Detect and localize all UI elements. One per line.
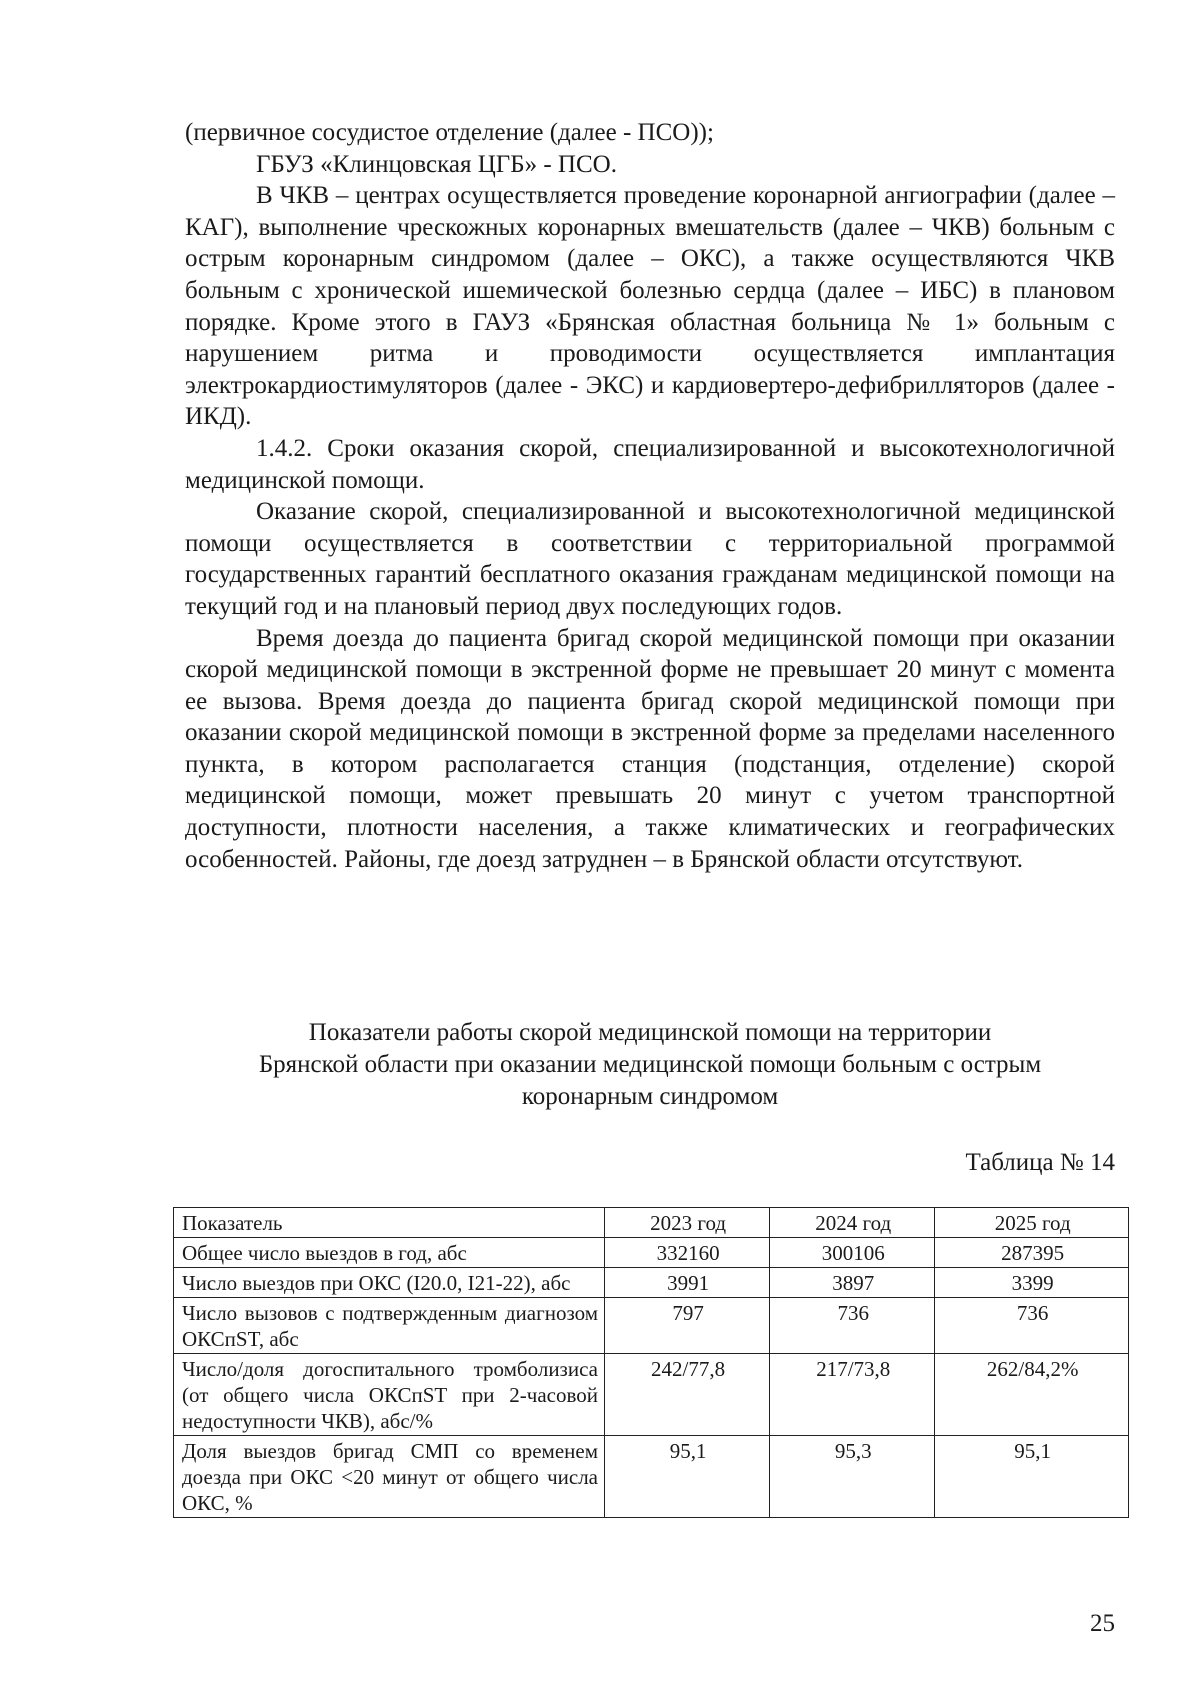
paragraph: В ЧКВ – центрах осуществляется проведение коронарной ангиографии (далее – КАГ), выполнение чрескожных коронарных вмешательств (далее – ЧКВ) больным с острым коронарным синдромом (далее – ОКС), а также осуществляются ЧКВ больным с хронической ишемической болезнью сердца (далее – ИБС) в плановом порядке. Кроме этого в ГАУЗ «Брянская областная больница № 1» больным с нарушением ритма и проводимости осуществляется имплантация электрокардиостимуляторов (далее - ЭКС) и кардиовертеро-дефибрилляторов (далее - ИКД).: [185, 182, 1115, 431]
row-label: Доля выездов бригад СМП со временем доезда при ОКС <20 минут от общего числа ОКС, %: [174, 1436, 605, 1518]
row-label: Число вызовов с подтвержденным диагнозом ОКСпST, абс: [174, 1298, 605, 1354]
row-label: Число выездов при ОКС (I20.0, I21-22), абс: [174, 1268, 605, 1298]
cell-2025: 736: [935, 1298, 1129, 1354]
cell-2024: 3897: [770, 1268, 935, 1298]
cell-2025: 3399: [935, 1268, 1129, 1298]
cell-2024: 95,3: [770, 1436, 935, 1518]
table-row: [174, 1436, 1129, 1518]
cell-2025: 287395: [935, 1238, 1129, 1268]
paragraph: Время доезда до пациента бригад скорой медицинской помощи при оказании скорой медицинской помощи в экстренной форме не превышает 20 минут с момента ее вызова. Время доезда до пациента бригад скорой медицинской помощи при оказании скорой медицинской помощи в экстренной форме за пределами населенного пункта, в котором располагается станция (подстанция, отделение) скорой медицинской помощи, может превышать 20 минут с учетом транспортной доступности, плотности населения, а также климатических и географических особенностей. Районы, где доезд затруднен – в Брянской области отсутствуют.: [185, 624, 1115, 873]
page-number: 25: [1090, 1610, 1115, 1637]
table-header-row: [174, 1208, 1129, 1238]
cell-2023: 797: [605, 1298, 770, 1354]
cell-2024: 217/73,8: [770, 1354, 935, 1436]
section-heading: 1.4.2. Сроки оказания скорой, специализированной и высокотехнологичной медицинской помощи.: [185, 434, 1115, 494]
table-caption: [185, 1017, 1115, 1113]
paragraph: ГБУЗ «Клинцовская ЦГБ» - ПСО.: [256, 150, 617, 178]
header-2024: 2024 год: [770, 1208, 935, 1238]
header-2025: 2025 год: [935, 1208, 1129, 1238]
cell-2023: 332160: [605, 1238, 770, 1268]
table-row: [174, 1268, 1129, 1298]
indicators-table: [173, 1207, 1129, 1518]
cell-2024: 736: [770, 1298, 935, 1354]
row-label: Общее число выездов в год, абс: [174, 1238, 605, 1268]
cell-2023: 242/77,8: [605, 1354, 770, 1436]
paragraph: (первичное сосудистое отделение (далее - ПСО));: [185, 119, 714, 146]
table-row: [174, 1354, 1129, 1436]
body-text: [185, 117, 1115, 875]
caption-line: Показатели работы скорой медицинской помощи на территории: [308, 1019, 992, 1046]
table-row: [174, 1238, 1129, 1268]
cell-2025: 95,1: [935, 1436, 1129, 1518]
header-2023: 2023 год: [605, 1208, 770, 1238]
paragraph: Оказание скорой, специализированной и высокотехнологичной медицинской помощи осуществляется в соответствии с территориальной программой государственных гарантий бесплатного оказания гражданам медицинской помощи на текущий год и на плановый период двух последующих годов.: [185, 498, 1115, 620]
table-number-label: Таблица № 14: [965, 1149, 1115, 1176]
caption-line: Брянской области при оказании медицинской помощи больным с острым: [258, 1051, 1042, 1078]
cell-2023: 3991: [605, 1268, 770, 1298]
table-row: [174, 1298, 1129, 1354]
header-indicator: Показатель: [174, 1208, 605, 1238]
caption-line: коронарным синдромом: [521, 1083, 779, 1110]
cell-2023: 95,1: [605, 1436, 770, 1518]
row-label: Число/доля догоспитального тромболизиса (от общего числа ОКСпST при 2-часовой недоступности ЧКВ), абс/%: [174, 1354, 605, 1436]
cell-2024: 300106: [770, 1238, 935, 1268]
cell-2025: 262/84,2%: [935, 1354, 1129, 1436]
